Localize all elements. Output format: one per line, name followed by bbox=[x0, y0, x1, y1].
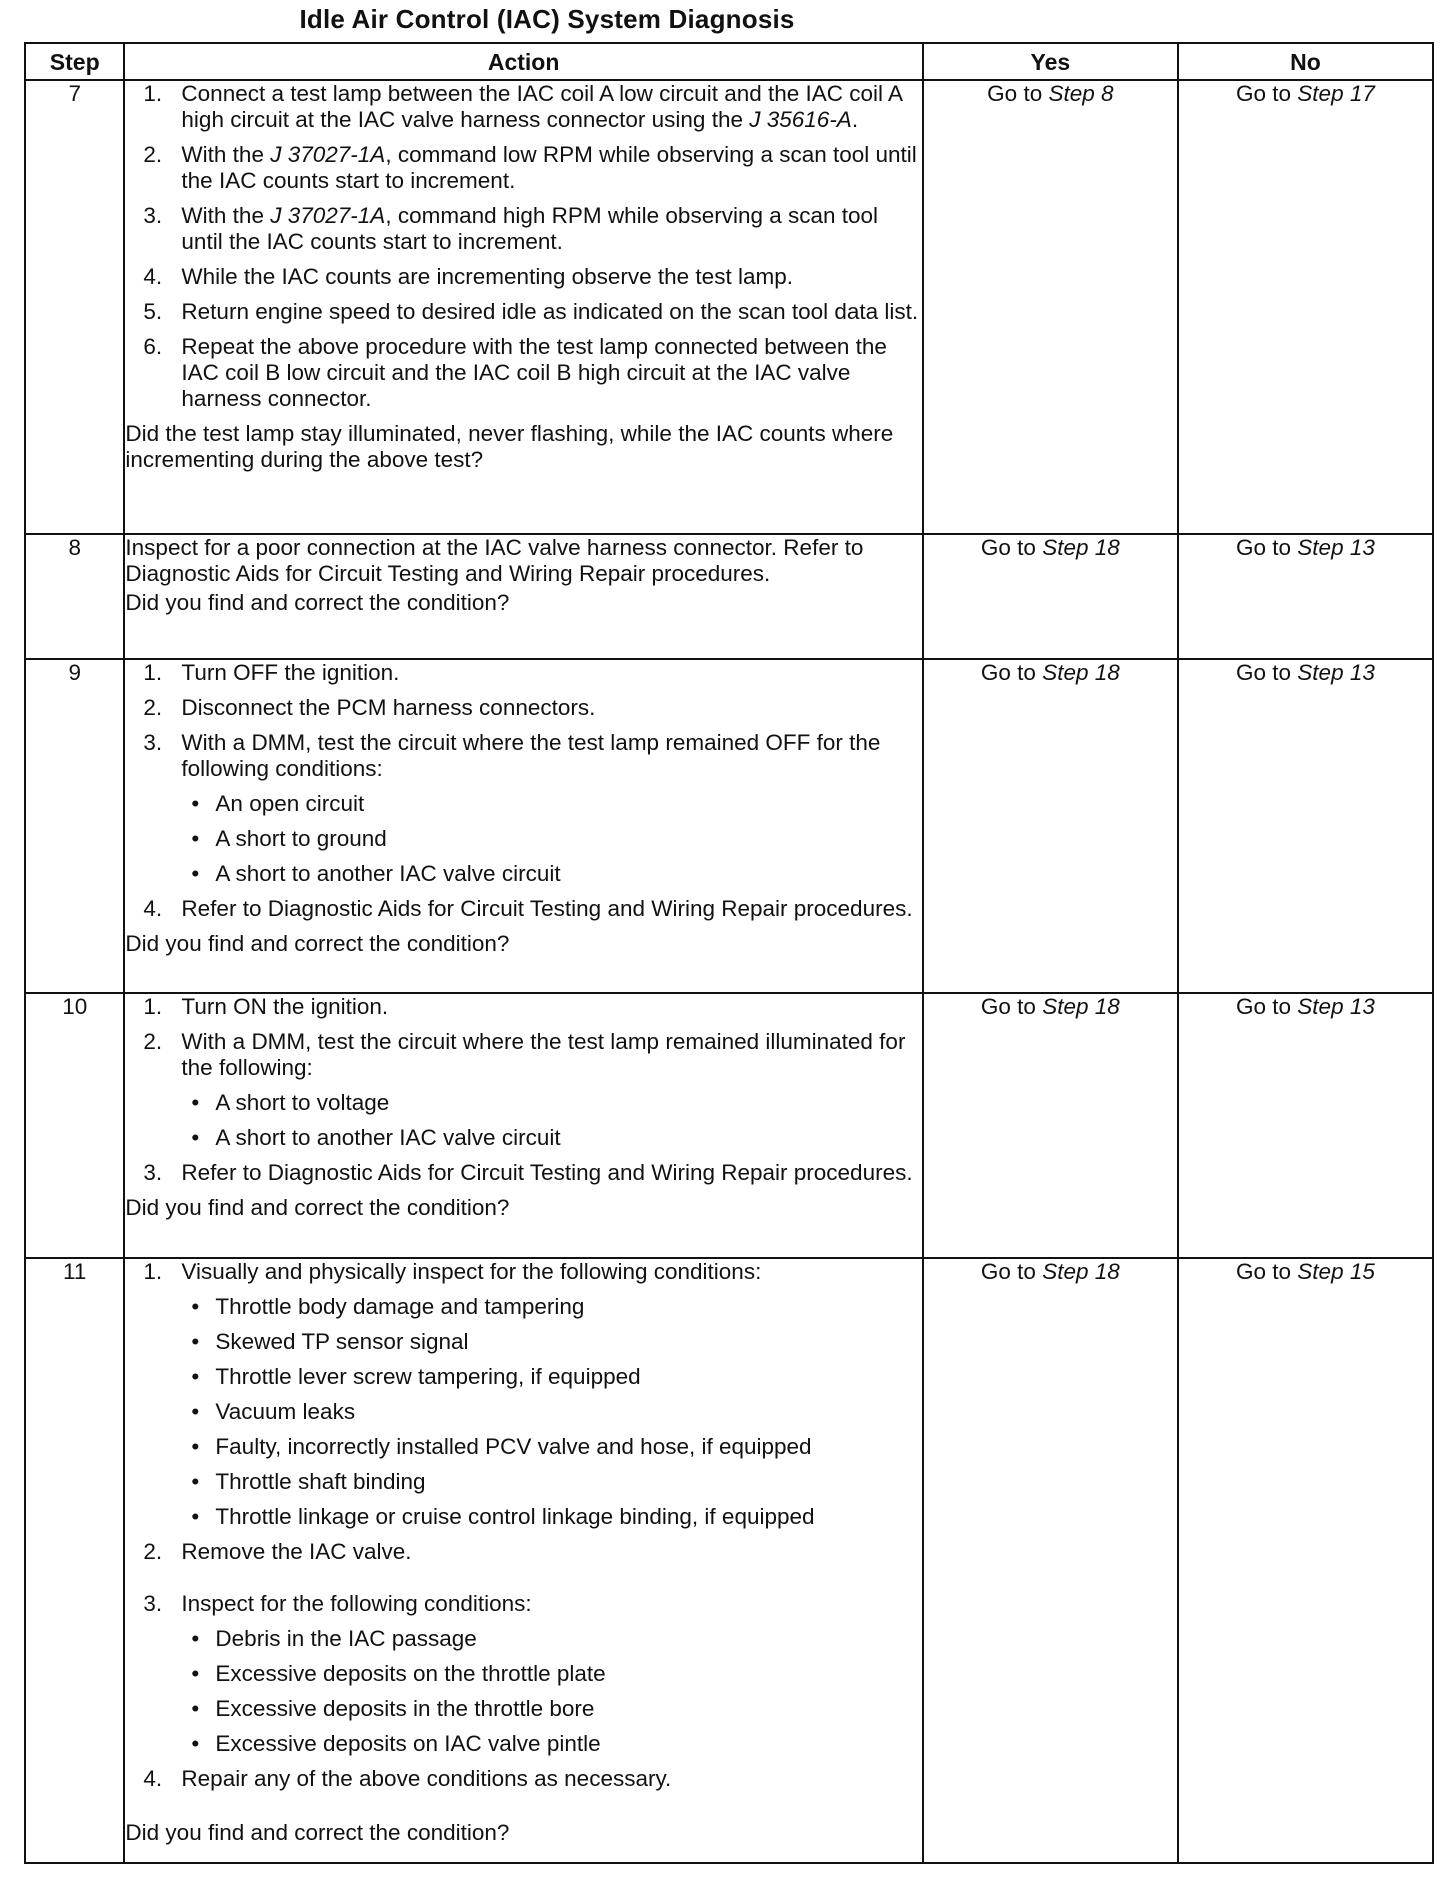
item-number: 2. bbox=[143, 695, 163, 720]
bullet-text: A short to ground bbox=[215, 826, 387, 851]
bullet-text: Throttle linkage or cruise control linkage binding, if equipped bbox=[215, 1504, 815, 1529]
list-item bbox=[125, 695, 921, 721]
table-row-step-11 bbox=[25, 1258, 1433, 1863]
item-text: Repair any of the above conditions as necessary. bbox=[181, 1766, 672, 1791]
action-cell bbox=[124, 993, 922, 1258]
item-number: 4. bbox=[143, 896, 163, 921]
goto-label: Go to bbox=[1236, 994, 1292, 1019]
yes-target-step: Step 18 bbox=[1042, 660, 1120, 685]
bullet-list bbox=[181, 1090, 921, 1151]
item-text: Connect a test lamp between the IAC coil A low circuit and the IAC coil A high circuit at the IAC valve harness connector using the bbox=[181, 81, 902, 132]
bullet-item bbox=[181, 1434, 921, 1460]
step-number: 7 bbox=[25, 80, 124, 534]
bullet-text: Throttle body damage and tampering bbox=[215, 1294, 585, 1319]
item-text: Repeat the above procedure with the test lamp connected between the IAC coil B low circuit and the IAC coil B high circuit at the IAC valve harness connector. bbox=[181, 334, 887, 411]
goto-label: Go to bbox=[980, 994, 1036, 1019]
bullet-mark: • bbox=[191, 1294, 200, 1319]
yes-cell bbox=[923, 1258, 1178, 1863]
bullet-list bbox=[181, 791, 921, 887]
instruction-text: Inspect for a poor connection at the IAC valve harness connector. Refer to Diagnostic Aids for Circuit Testing and Wiring Repair procedures. bbox=[125, 535, 864, 586]
no-cell bbox=[1178, 80, 1433, 534]
table-row-step-10 bbox=[25, 993, 1433, 1258]
item-number: 3. bbox=[143, 1591, 163, 1616]
step-list bbox=[125, 1259, 921, 1792]
question-text: Did you find and correct the condition? bbox=[125, 1820, 510, 1845]
bullet-item bbox=[181, 1294, 921, 1320]
item-number: 4. bbox=[143, 264, 163, 289]
list-item bbox=[125, 730, 921, 887]
bullet-mark: • bbox=[191, 1626, 200, 1651]
bullet-item bbox=[181, 1661, 921, 1687]
no-target-step: Step 13 bbox=[1297, 535, 1375, 560]
tool-name: J 37027-1A bbox=[270, 203, 386, 228]
item-text: Refer to Diagnostic Aids for Circuit Testing and Wiring Repair procedures. bbox=[181, 896, 913, 921]
bullet-mark: • bbox=[191, 1399, 200, 1424]
bullet-text: Throttle shaft binding bbox=[215, 1469, 426, 1494]
goto-label: Go to bbox=[1236, 81, 1292, 106]
bullet-mark: • bbox=[191, 1504, 200, 1529]
goto-label: Go to bbox=[980, 535, 1036, 560]
item-number: 2. bbox=[143, 1539, 163, 1564]
list-item bbox=[125, 264, 921, 290]
no-cell bbox=[1178, 1258, 1433, 1863]
item-text: Disconnect the PCM harness connectors. bbox=[181, 695, 596, 720]
yes-cell bbox=[923, 534, 1178, 659]
bullet-mark: • bbox=[191, 1696, 200, 1721]
yes-target-step: Step 18 bbox=[1042, 535, 1120, 560]
no-cell bbox=[1178, 534, 1433, 659]
bullet-text: Vacuum leaks bbox=[215, 1399, 356, 1424]
bullet-item bbox=[181, 1626, 921, 1652]
yes-cell bbox=[923, 659, 1178, 993]
yes-target-step: Step 8 bbox=[1048, 81, 1114, 106]
item-text: Return engine speed to desired idle as indicated on the scan tool data list. bbox=[181, 299, 919, 324]
item-text: With a DMM, test the circuit where the test lamp remained illuminated for the following: bbox=[181, 1029, 906, 1080]
item-number: 4. bbox=[143, 1766, 163, 1791]
bullet-mark: • bbox=[191, 1329, 200, 1354]
question-text: Did you find and correct the condition? bbox=[125, 590, 510, 615]
list-item bbox=[125, 1766, 921, 1792]
list-item bbox=[125, 1591, 921, 1757]
list-item bbox=[125, 142, 921, 194]
step-number: 11 bbox=[25, 1258, 124, 1863]
bullet-mark: • bbox=[191, 1090, 200, 1115]
question-text: Did you find and correct the condition? bbox=[125, 1195, 510, 1220]
item-text: , command low RPM while observing a scan tool until the IAC counts start to increment. bbox=[181, 142, 917, 193]
item-text: With a DMM, test the circuit where the test lamp remained OFF for the following conditions: bbox=[181, 730, 881, 781]
no-target-step: Step 13 bbox=[1297, 994, 1375, 1019]
item-text: Remove the IAC valve. bbox=[181, 1539, 412, 1564]
bullet-text: Excessive deposits on the throttle plate bbox=[215, 1661, 606, 1686]
item-text: Visually and physically inspect for the following conditions: bbox=[181, 1259, 762, 1284]
goto-label: Go to bbox=[1236, 660, 1292, 685]
list-item bbox=[125, 1160, 921, 1186]
header-yes: Yes bbox=[923, 43, 1178, 80]
step-list bbox=[125, 994, 921, 1186]
item-text: Turn ON the ignition. bbox=[181, 994, 389, 1019]
item-number: 6. bbox=[143, 334, 163, 359]
bullet-mark: • bbox=[191, 1731, 200, 1756]
bullet-item bbox=[181, 1731, 921, 1757]
table-row-step-9 bbox=[25, 659, 1433, 993]
no-target-step: Step 15 bbox=[1297, 1259, 1375, 1284]
bullet-item bbox=[181, 1125, 921, 1151]
item-number: 1. bbox=[143, 994, 163, 1019]
item-number: 1. bbox=[143, 81, 163, 106]
list-item bbox=[125, 299, 921, 325]
tool-name: J 35616-A bbox=[749, 107, 852, 132]
goto-label: Go to bbox=[980, 660, 1036, 685]
bullet-text: Excessive deposits in the throttle bore bbox=[215, 1696, 595, 1721]
item-text: Turn OFF the ignition. bbox=[181, 660, 400, 685]
bullet-item bbox=[181, 791, 921, 817]
bullet-list bbox=[181, 1294, 921, 1530]
item-number: 3. bbox=[143, 730, 163, 755]
list-item bbox=[125, 1259, 921, 1530]
bullet-mark: • bbox=[191, 1364, 200, 1389]
bullet-item bbox=[181, 826, 921, 852]
bullet-text: Skewed TP sensor signal bbox=[215, 1329, 469, 1354]
header-step: Step bbox=[25, 43, 124, 80]
bullet-text: A short to another IAC valve circuit bbox=[215, 1125, 561, 1150]
table-header-row bbox=[25, 43, 1433, 80]
bullet-mark: • bbox=[191, 1125, 200, 1150]
bullet-mark: • bbox=[191, 1434, 200, 1459]
step-list bbox=[125, 81, 921, 412]
question-text: Did you find and correct the condition? bbox=[125, 931, 510, 956]
bullet-text: Throttle lever screw tampering, if equipped bbox=[215, 1364, 641, 1389]
bullet-text: Excessive deposits on IAC valve pintle bbox=[215, 1731, 601, 1756]
list-item bbox=[125, 81, 921, 133]
bullet-mark: • bbox=[191, 791, 200, 816]
bullet-text: A short to voltage bbox=[215, 1090, 390, 1115]
item-number: 3. bbox=[143, 1160, 163, 1185]
item-text: With the bbox=[181, 203, 264, 228]
table-row-step-7 bbox=[25, 80, 1433, 534]
item-number: 3. bbox=[143, 203, 163, 228]
item-text: With the bbox=[181, 142, 264, 167]
bullet-mark: • bbox=[191, 826, 200, 851]
goto-label: Go to bbox=[1236, 535, 1292, 560]
list-item bbox=[125, 994, 921, 1020]
bullet-list bbox=[181, 1626, 921, 1757]
question-text: Did the test lamp stay illuminated, never flashing, while the IAC counts where incrementing during the above test? bbox=[125, 421, 894, 472]
item-number: 1. bbox=[143, 660, 163, 685]
item-text: , command high RPM while observing a scan tool until the IAC counts start to increment. bbox=[181, 203, 879, 254]
bullet-item bbox=[181, 1329, 921, 1355]
goto-label: Go to bbox=[980, 1259, 1036, 1284]
tool-name: J 37027-1A bbox=[270, 142, 386, 167]
list-item bbox=[125, 203, 921, 255]
header-no: No bbox=[1178, 43, 1433, 80]
table-row-step-8 bbox=[25, 534, 1433, 659]
bullet-item bbox=[181, 1504, 921, 1530]
no-cell bbox=[1178, 659, 1433, 993]
yes-target-step: Step 18 bbox=[1042, 1259, 1120, 1284]
item-number: 2. bbox=[143, 142, 163, 167]
bullet-text: Debris in the IAC passage bbox=[215, 1626, 477, 1651]
step-number: 9 bbox=[25, 659, 124, 993]
bullet-mark: • bbox=[191, 1469, 200, 1494]
bullet-item bbox=[181, 1469, 921, 1495]
step-number: 8 bbox=[25, 534, 124, 659]
action-cell bbox=[124, 659, 922, 993]
goto-label: Go to bbox=[1236, 1259, 1292, 1284]
header-action: Action bbox=[124, 43, 922, 80]
action-cell bbox=[124, 80, 922, 534]
no-cell bbox=[1178, 993, 1433, 1258]
list-item bbox=[125, 1539, 921, 1565]
bullet-item bbox=[181, 1364, 921, 1390]
no-target-step: Step 13 bbox=[1297, 660, 1375, 685]
page-title: Idle Air Control (IAC) System Diagnosis bbox=[299, 4, 795, 34]
diagnosis-table bbox=[24, 42, 1434, 1864]
item-text: Refer to Diagnostic Aids for Circuit Testing and Wiring Repair procedures. bbox=[181, 1160, 913, 1185]
bullet-mark: • bbox=[191, 1661, 200, 1686]
item-text: Inspect for the following conditions: bbox=[181, 1591, 532, 1616]
bullet-mark: • bbox=[191, 861, 200, 886]
action-cell bbox=[124, 1258, 922, 1863]
item-number: 2. bbox=[143, 1029, 163, 1054]
goto-label: Go to bbox=[987, 81, 1043, 106]
list-item bbox=[125, 896, 921, 922]
item-number: 5. bbox=[143, 299, 163, 324]
bullet-text: A short to another IAC valve circuit bbox=[215, 861, 561, 886]
item-number: 1. bbox=[143, 1259, 163, 1284]
list-item bbox=[125, 1029, 921, 1151]
step-list bbox=[125, 660, 921, 922]
item-text: While the IAC counts are incrementing observe the test lamp. bbox=[181, 264, 793, 289]
list-item bbox=[125, 660, 921, 686]
yes-target-step: Step 18 bbox=[1042, 994, 1120, 1019]
bullet-item bbox=[181, 1399, 921, 1425]
bullet-text: Faulty, incorrectly installed PCV valve and hose, if equipped bbox=[215, 1434, 812, 1459]
bullet-item bbox=[181, 1090, 921, 1116]
yes-cell bbox=[923, 993, 1178, 1258]
list-item bbox=[125, 334, 921, 412]
bullet-item bbox=[181, 861, 921, 887]
step-number: 10 bbox=[25, 993, 124, 1258]
bullet-text: An open circuit bbox=[215, 791, 365, 816]
action-cell bbox=[124, 534, 922, 659]
item-text: . bbox=[851, 107, 859, 132]
no-target-step: Step 17 bbox=[1297, 81, 1375, 106]
bullet-item bbox=[181, 1696, 921, 1722]
yes-cell bbox=[923, 80, 1178, 534]
